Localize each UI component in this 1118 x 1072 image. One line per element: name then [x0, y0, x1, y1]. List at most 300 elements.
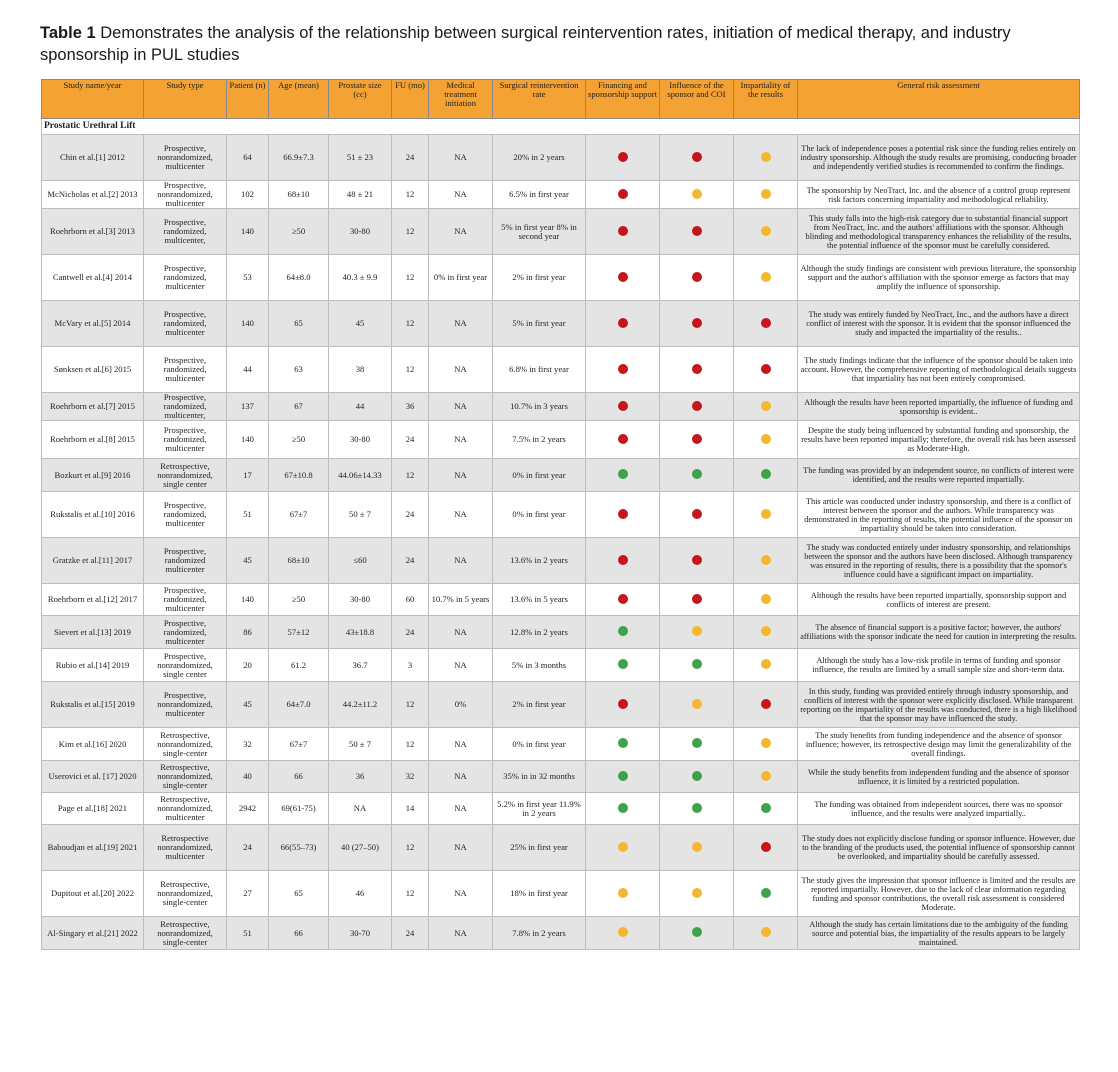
cell-fu: 14 — [392, 793, 429, 825]
cell-imp — [734, 917, 798, 950]
cell-inf — [660, 616, 734, 649]
cell-inf — [660, 917, 734, 950]
cell-age: 66.9±7.3 — [269, 135, 329, 181]
cell-study: Page et al.[18] 2021 — [42, 793, 144, 825]
cell-type: Retrospective nonrandomized, multicenter — [144, 825, 227, 871]
cell-reint: 0% in first year — [493, 492, 586, 538]
cell-med: NA — [429, 728, 493, 761]
cell-study: Cantwell et al.[4] 2014 — [42, 255, 144, 301]
cell-inf — [660, 347, 734, 393]
cell-fin — [586, 825, 660, 871]
section-label: Prostatic Urethral Lift — [42, 119, 1080, 135]
cell-age: 68±10 — [269, 181, 329, 209]
cell-n: 53 — [227, 255, 269, 301]
cell-size: 30-70 — [329, 917, 392, 950]
cell-type: Retrospective, nonrandomized, single center — [144, 459, 227, 492]
cell-risk: Although the study has a low-risk profile in terms of funding and sponsor influence, the results are limited by a small sample size and short-term data. — [798, 649, 1080, 682]
cell-imp — [734, 135, 798, 181]
cell-study: Gratzke et al.[11] 2017 — [42, 538, 144, 584]
cell-fu: 12 — [392, 181, 429, 209]
cell-size: 45 — [329, 301, 392, 347]
cell-fu: 12 — [392, 255, 429, 301]
red-risk-dot-icon — [618, 555, 628, 565]
red-risk-dot-icon — [618, 434, 628, 444]
cell-age: 63 — [269, 347, 329, 393]
col-header: Financing and sponsorship support — [586, 80, 660, 119]
yellow-risk-dot-icon — [761, 626, 771, 636]
cell-fu: 12 — [392, 825, 429, 871]
cell-size: 40.3 ± 9.9 — [329, 255, 392, 301]
cell-reint: 25% in first year — [493, 825, 586, 871]
cell-type: Retrospective, nonrandomized, single-center — [144, 761, 227, 793]
cell-imp — [734, 682, 798, 728]
cell-age: 65 — [269, 871, 329, 917]
table-label: Table 1 — [40, 24, 96, 42]
cell-fin — [586, 616, 660, 649]
cell-fu: 12 — [392, 209, 429, 255]
red-risk-dot-icon — [692, 152, 702, 162]
cell-fu: 24 — [392, 492, 429, 538]
table-row — [42, 301, 1080, 347]
cell-size: 30-80 — [329, 584, 392, 616]
cell-med: NA — [429, 649, 493, 682]
cell-med: NA — [429, 616, 493, 649]
cell-imp — [734, 616, 798, 649]
cell-n: 140 — [227, 421, 269, 459]
cell-size: 46 — [329, 871, 392, 917]
yellow-risk-dot-icon — [761, 509, 771, 519]
cell-fin — [586, 209, 660, 255]
red-risk-dot-icon — [618, 272, 628, 282]
green-risk-dot-icon — [692, 803, 702, 813]
cell-reint: 5% in 3 months — [493, 649, 586, 682]
red-risk-dot-icon — [618, 401, 628, 411]
table-row — [42, 538, 1080, 584]
cell-size: 38 — [329, 347, 392, 393]
cell-med: NA — [429, 761, 493, 793]
table-row — [42, 682, 1080, 728]
cell-fin — [586, 871, 660, 917]
cell-risk: The study benefits from funding independence and the absence of sponsor influence; however, its retrospective design may limit the generalizability of the overall findings. — [798, 728, 1080, 761]
cell-fin — [586, 135, 660, 181]
cell-age: 68±10 — [269, 538, 329, 584]
cell-study: Rukstalis et al.[10] 2016 — [42, 492, 144, 538]
cell-fu: 32 — [392, 761, 429, 793]
cell-inf — [660, 301, 734, 347]
red-risk-dot-icon — [761, 699, 771, 709]
cell-reint: 20% in 2 years — [493, 135, 586, 181]
cell-risk: While the study benefits from independent funding and the absence of sponsor influence, it is limited by a restricted population. — [798, 761, 1080, 793]
cell-inf — [660, 538, 734, 584]
cell-study: Userovici et al. [17] 2020 — [42, 761, 144, 793]
cell-fin — [586, 584, 660, 616]
cell-imp — [734, 255, 798, 301]
cell-fin — [586, 459, 660, 492]
yellow-risk-dot-icon — [761, 594, 771, 604]
cell-med: NA — [429, 825, 493, 871]
cell-med: NA — [429, 347, 493, 393]
cell-inf — [660, 393, 734, 421]
cell-imp — [734, 728, 798, 761]
red-risk-dot-icon — [618, 318, 628, 328]
yellow-risk-dot-icon — [761, 927, 771, 937]
red-risk-dot-icon — [692, 226, 702, 236]
cell-type: Prospective, randomized, multicenter — [144, 616, 227, 649]
cell-n: 2942 — [227, 793, 269, 825]
cell-reint: 5% in first year — [493, 301, 586, 347]
cell-n: 140 — [227, 584, 269, 616]
cell-type: Prospective, nonrandomized, multicenter — [144, 181, 227, 209]
cell-med: NA — [429, 459, 493, 492]
red-risk-dot-icon — [692, 364, 702, 374]
cell-risk: The lack of independence poses a potential risk since the funding relies entirely on industry sponsorship. Although the study results are promising, conducting broader and independently verified studies is recommended to confirm the findings. — [798, 135, 1080, 181]
cell-risk: The sponsorship by NeoTract, Inc. and the absence of a control group represent risk factors concerning impartiality and methodological reliability. — [798, 181, 1080, 209]
cell-age: 64±8.0 — [269, 255, 329, 301]
red-risk-dot-icon — [692, 555, 702, 565]
cell-med: NA — [429, 538, 493, 584]
cell-fin — [586, 793, 660, 825]
cell-n: 51 — [227, 492, 269, 538]
cell-med: NA — [429, 917, 493, 950]
red-risk-dot-icon — [692, 401, 702, 411]
cell-reint: 6.5% in first year — [493, 181, 586, 209]
green-risk-dot-icon — [692, 469, 702, 479]
cell-age: 69(61-75) — [269, 793, 329, 825]
cell-study: Rubio et al.[14] 2019 — [42, 649, 144, 682]
cell-med: 10.7% in 5 years — [429, 584, 493, 616]
green-risk-dot-icon — [692, 738, 702, 748]
col-header: Prostate size (cc) — [329, 80, 392, 119]
cell-n: 44 — [227, 347, 269, 393]
cell-imp — [734, 209, 798, 255]
cell-imp — [734, 492, 798, 538]
cell-fin — [586, 393, 660, 421]
cell-n: 102 — [227, 181, 269, 209]
table-row — [42, 728, 1080, 761]
table-row — [42, 825, 1080, 871]
cell-study: Sievert et al.[13] 2019 — [42, 616, 144, 649]
red-risk-dot-icon — [761, 842, 771, 852]
cell-type: Prospective, randomized, multicenter — [144, 347, 227, 393]
yellow-risk-dot-icon — [618, 842, 628, 852]
cell-size: 36.7 — [329, 649, 392, 682]
cell-size: 44 — [329, 393, 392, 421]
cell-reint: 2% in first year — [493, 255, 586, 301]
cell-size: 30-80 — [329, 421, 392, 459]
cell-size: 43±18.8 — [329, 616, 392, 649]
cell-n: 51 — [227, 917, 269, 950]
yellow-risk-dot-icon — [618, 927, 628, 937]
cell-fu: 12 — [392, 728, 429, 761]
cell-inf — [660, 682, 734, 728]
cell-risk: This article was conducted under industry sponsorship, and there is a conflict of interest between the sponsor and the authors. While transparency was demonstrated in the reporting of results, the potential influence of the sponsor on impartiality should be taken into consideration. — [798, 492, 1080, 538]
cell-n: 137 — [227, 393, 269, 421]
cell-fin — [586, 421, 660, 459]
table-row — [42, 793, 1080, 825]
cell-n: 45 — [227, 682, 269, 728]
cell-reint: 7.8% in 2 years — [493, 917, 586, 950]
cell-risk: Although the study has certain limitations due to the ambiguity of the funding source and potential bias, the impartiality of the results appears to be largely maintained. — [798, 917, 1080, 950]
col-header: Study name/year — [42, 80, 144, 119]
cell-med: 0% in first year — [429, 255, 493, 301]
cell-study: Roehrborn et al.[7] 2015 — [42, 393, 144, 421]
cell-age: 66 — [269, 917, 329, 950]
cell-size: 36 — [329, 761, 392, 793]
table-row — [42, 459, 1080, 492]
cell-risk: The study was conducted entirely under industry sponsorship, and relationships between the sponsor and the authors have been disclosed. Although transparency was ensured in the reporting of results, there is a possibility that the sponsor's influence could have a significant impact on impartiality. — [798, 538, 1080, 584]
cell-type: Prospective, randomized multicenter — [144, 538, 227, 584]
cell-fu: 24 — [392, 917, 429, 950]
table-row — [42, 492, 1080, 538]
cell-med: NA — [429, 793, 493, 825]
cell-fu: 3 — [392, 649, 429, 682]
cell-imp — [734, 181, 798, 209]
cell-imp — [734, 825, 798, 871]
cell-size: 50 ± 7 — [329, 728, 392, 761]
cell-n: 64 — [227, 135, 269, 181]
cell-type: Prospective, randomized, multicenter, — [144, 393, 227, 421]
cell-inf — [660, 793, 734, 825]
yellow-risk-dot-icon — [761, 226, 771, 236]
cell-imp — [734, 793, 798, 825]
yellow-risk-dot-icon — [692, 842, 702, 852]
cell-study: Roehrborn et al.[8] 2015 — [42, 421, 144, 459]
cell-study: McVary et al.[5] 2014 — [42, 301, 144, 347]
cell-inf — [660, 135, 734, 181]
red-risk-dot-icon — [761, 364, 771, 374]
col-header: Patient (n) — [227, 80, 269, 119]
cell-size: NA — [329, 793, 392, 825]
cell-inf — [660, 728, 734, 761]
table-row — [42, 209, 1080, 255]
cell-type: Retrospective, nonrandomized, single-center — [144, 871, 227, 917]
red-risk-dot-icon — [692, 318, 702, 328]
cell-fin — [586, 917, 660, 950]
red-risk-dot-icon — [692, 509, 702, 519]
table-row — [42, 393, 1080, 421]
yellow-risk-dot-icon — [761, 659, 771, 669]
cell-risk: The study gives the impression that sponsor influence is limited and the results are reported impartially. However, due to the lack of clear information regarding funding and sponsor contributions, the overall risk assessment is considered Moderate. — [798, 871, 1080, 917]
cell-fu: 24 — [392, 616, 429, 649]
header-row — [42, 80, 1080, 119]
cell-type: Retrospective, nonrandomized, multicenter — [144, 793, 227, 825]
cell-fu: 60 — [392, 584, 429, 616]
cell-med: NA — [429, 393, 493, 421]
cell-age: 65 — [269, 301, 329, 347]
cell-n: 86 — [227, 616, 269, 649]
cell-size: 50 ± 7 — [329, 492, 392, 538]
cell-fu: 12 — [392, 347, 429, 393]
cell-size: 44.06±14.33 — [329, 459, 392, 492]
yellow-risk-dot-icon — [761, 272, 771, 282]
cell-n: 40 — [227, 761, 269, 793]
cell-study: Baboudjan et al.[19] 2021 — [42, 825, 144, 871]
cell-age: 67 — [269, 393, 329, 421]
cell-fin — [586, 347, 660, 393]
green-risk-dot-icon — [618, 659, 628, 669]
cell-fu: 24 — [392, 421, 429, 459]
cell-fin — [586, 728, 660, 761]
cell-n: 140 — [227, 209, 269, 255]
green-risk-dot-icon — [618, 738, 628, 748]
cell-age: 64±7.0 — [269, 682, 329, 728]
cell-age: 61.2 — [269, 649, 329, 682]
cell-inf — [660, 459, 734, 492]
cell-type: Prospective, nonrandomized, multicenter — [144, 682, 227, 728]
cell-fin — [586, 761, 660, 793]
col-header: Medical treatment initiation — [429, 80, 493, 119]
cell-n: 27 — [227, 871, 269, 917]
cell-risk: This study falls into the high-risk category due to substantial financial support from NeoTract, Inc. and the authors' affiliations with the sponsor. Although blinding and methodological transparency enhances the reliability of the results, the potential influence of the sponsor must be carefully considered. — [798, 209, 1080, 255]
cell-inf — [660, 255, 734, 301]
cell-fu: 24 — [392, 538, 429, 584]
red-risk-dot-icon — [618, 509, 628, 519]
col-header: FU (mo) — [392, 80, 429, 119]
red-risk-dot-icon — [692, 594, 702, 604]
cell-inf — [660, 584, 734, 616]
yellow-risk-dot-icon — [761, 738, 771, 748]
col-header: General risk assessment — [798, 80, 1080, 119]
col-header: Study type — [144, 80, 227, 119]
yellow-risk-dot-icon — [761, 401, 771, 411]
green-risk-dot-icon — [618, 771, 628, 781]
cell-reint: 0% in first year — [493, 728, 586, 761]
cell-imp — [734, 301, 798, 347]
cell-type: Retrospective, nonrandomized, single-center — [144, 728, 227, 761]
cell-n: 24 — [227, 825, 269, 871]
cell-med: NA — [429, 492, 493, 538]
table-row — [42, 584, 1080, 616]
cell-fin — [586, 255, 660, 301]
cell-med: NA — [429, 871, 493, 917]
table-row — [42, 649, 1080, 682]
red-risk-dot-icon — [618, 189, 628, 199]
table-row — [42, 917, 1080, 950]
cell-imp — [734, 871, 798, 917]
yellow-risk-dot-icon — [692, 626, 702, 636]
green-risk-dot-icon — [761, 469, 771, 479]
cell-risk: The funding was provided by an independent source, no conflicts of interest were identified, and the results were reported impartially. — [798, 459, 1080, 492]
yellow-risk-dot-icon — [761, 771, 771, 781]
cell-inf — [660, 871, 734, 917]
cell-inf — [660, 761, 734, 793]
cell-age: 67±10.8 — [269, 459, 329, 492]
cell-risk: The study findings indicate that the influence of the sponsor should be taken into account. However, the comprehensive reporting of methodological details suggests that impartiality has not been entirely compromised. — [798, 347, 1080, 393]
green-risk-dot-icon — [692, 659, 702, 669]
yellow-risk-dot-icon — [692, 189, 702, 199]
cell-reint: 13.6% in 5 years — [493, 584, 586, 616]
red-risk-dot-icon — [618, 226, 628, 236]
cell-type: Prospective, nonrandomized, multicenter — [144, 135, 227, 181]
col-header: Surgical reintervention rate — [493, 80, 586, 119]
cell-med: 0% — [429, 682, 493, 728]
cell-inf — [660, 181, 734, 209]
cell-risk: The funding was obtained from independent sources, there was no sponsor influence, and the results were analyzed impartially.. — [798, 793, 1080, 825]
pul-studies-table — [41, 79, 1080, 950]
cell-reint: 2% in first year — [493, 682, 586, 728]
cell-fu: 12 — [392, 682, 429, 728]
cell-size: ≤60 — [329, 538, 392, 584]
cell-fin — [586, 301, 660, 347]
cell-inf — [660, 649, 734, 682]
table-row — [42, 421, 1080, 459]
col-header: Impartiality of the results — [734, 80, 798, 119]
cell-type: Prospective, randomized, multicenter, — [144, 209, 227, 255]
cell-size: 40 (27–50) — [329, 825, 392, 871]
cell-reint: 5.2% in first year 11.9% in 2 years — [493, 793, 586, 825]
cell-imp — [734, 761, 798, 793]
cell-inf — [660, 492, 734, 538]
cell-risk: The study was entirely funded by NeoTract, Inc., and the authors have a direct conflict of interest with the sponsor. It is evident that the sponsor influenced the study and impacted the impartiality of the results.. — [798, 301, 1080, 347]
cell-fin — [586, 649, 660, 682]
green-risk-dot-icon — [692, 927, 702, 937]
cell-inf — [660, 209, 734, 255]
cell-fu: 12 — [392, 459, 429, 492]
table-title: Demonstrates the analysis of the relationship between surgical reintervention rates, initiation of medical therapy, and industry sponsorship in PUL studies — [40, 24, 1011, 64]
red-risk-dot-icon — [692, 434, 702, 444]
table-row — [42, 255, 1080, 301]
red-risk-dot-icon — [692, 272, 702, 282]
cell-n: 17 — [227, 459, 269, 492]
col-header: Influence of the sponsor and COI — [660, 80, 734, 119]
cell-study: Bozkurt et al.[9] 2016 — [42, 459, 144, 492]
red-risk-dot-icon — [618, 364, 628, 374]
cell-type: Prospective, nonrandomized, single center — [144, 649, 227, 682]
cell-study: Roehrborn et al.[12] 2017 — [42, 584, 144, 616]
cell-n: 20 — [227, 649, 269, 682]
cell-fu: 12 — [392, 301, 429, 347]
table-row — [42, 616, 1080, 649]
cell-study: Roehrborn et al.[3] 2013 — [42, 209, 144, 255]
yellow-risk-dot-icon — [692, 699, 702, 709]
cell-age: 66 — [269, 761, 329, 793]
cell-fin — [586, 538, 660, 584]
cell-risk: The absence of financial support is a positive factor; however, the authors' affiliations with the sponsor indicate the need for caution in interpreting the results. — [798, 616, 1080, 649]
cell-med: NA — [429, 301, 493, 347]
green-risk-dot-icon — [761, 888, 771, 898]
cell-imp — [734, 393, 798, 421]
cell-n: 140 — [227, 301, 269, 347]
cell-fin — [586, 682, 660, 728]
cell-age: ≥50 — [269, 209, 329, 255]
cell-n: 32 — [227, 728, 269, 761]
cell-reint: 10.7% in 3 years — [493, 393, 586, 421]
table-row — [42, 871, 1080, 917]
cell-study: Dupitout et al.[20] 2022 — [42, 871, 144, 917]
table-row — [42, 761, 1080, 793]
cell-size: 30-80 — [329, 209, 392, 255]
cell-risk: In this study, funding was provided entirely through industry sponsorship, and conflicts of interest with the sponsor were explicitly disclosed. While transparent reporting on the impartiality of the results was conducted, there is a high likelihood that the sponsor may have influenced the study. — [798, 682, 1080, 728]
cell-type: Retrospective, nonrandomized, single-center — [144, 917, 227, 950]
cell-risk: Despite the study being influenced by substantial funding and sponsorship, the results have been reported impartially; therefore, the overall risk has been assessed as Moderate-High. — [798, 421, 1080, 459]
yellow-risk-dot-icon — [761, 555, 771, 565]
cell-inf — [660, 421, 734, 459]
cell-age: 67±7 — [269, 728, 329, 761]
cell-type: Prospective, randomized, multicenter — [144, 255, 227, 301]
cell-reint: 7.5% in 2 years — [493, 421, 586, 459]
cell-imp — [734, 584, 798, 616]
col-header: Age (mean) — [269, 80, 329, 119]
red-risk-dot-icon — [761, 318, 771, 328]
cell-size: 48 ± 21 — [329, 181, 392, 209]
cell-size: 51 ± 23 — [329, 135, 392, 181]
cell-risk: Although the results have been reported impartially, sponsorship support and conflicts of interest are present. — [798, 584, 1080, 616]
red-risk-dot-icon — [618, 594, 628, 604]
yellow-risk-dot-icon — [761, 189, 771, 199]
cell-type: Prospective, randomized, multicenter — [144, 301, 227, 347]
yellow-risk-dot-icon — [761, 152, 771, 162]
cell-med: NA — [429, 135, 493, 181]
